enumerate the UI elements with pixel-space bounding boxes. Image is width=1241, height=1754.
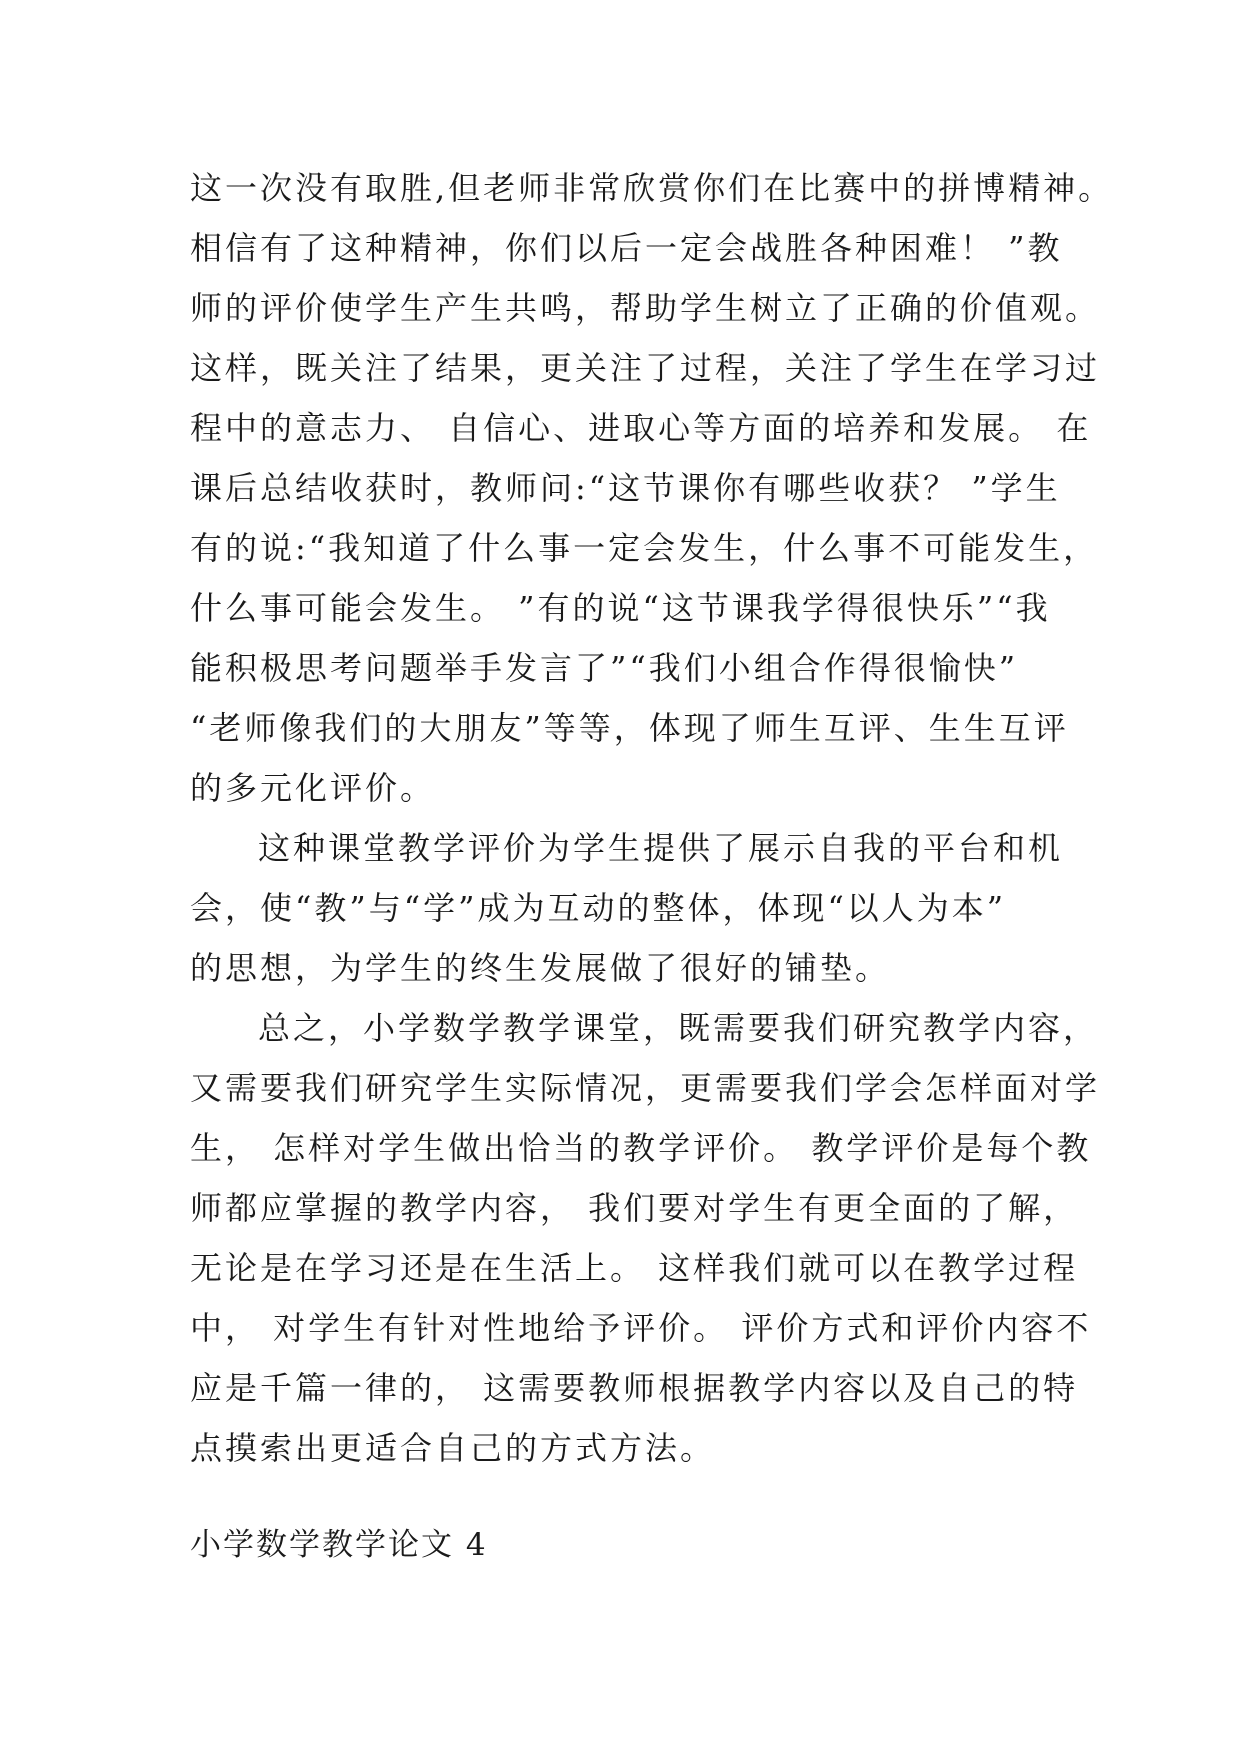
text-line: 总之，小学数学教学课堂，既需要我们研究教学内容， — [258, 1009, 1099, 1047]
text-line: 能积极思考问题举手发言了”“我们小组合作得很愉快” — [190, 649, 1019, 687]
text-line: “老师像我们的大朋友”等等，体现了师生互评、生生互评 — [190, 709, 1069, 747]
text-line: 应是千篇一律的， 这需要教师根据教学内容以及自己的特 — [190, 1369, 1079, 1407]
text-line: 的思想，为学生的终生发展做了很好的铺垫。 — [190, 949, 891, 987]
text-line: 生， 怎样对学生做出恰当的教学评价。 教学评价是每个教 — [190, 1129, 1092, 1167]
text-line: 中， 对学生有针对性地给予评价。 评价方式和评价内容不 — [190, 1309, 1092, 1347]
text-line: 师都应掌握的教学内容， 我们要对学生有更全面的了解， — [190, 1189, 1079, 1227]
text-line: 的多元化评价。 — [190, 769, 436, 807]
text-line: 又需要我们研究学生实际情况，更需要我们学会怎样面对学 — [190, 1069, 1101, 1107]
text-line: 相信有了这种精神，你们以后一定会战胜各种困难！ ”教 — [190, 229, 1063, 267]
text-line: 无论是在学习还是在生活上。 这样我们就可以在教学过程 — [190, 1249, 1079, 1287]
text-line: 程中的意志力、 自信心、进取心等方面的培养和发展。 在 — [190, 409, 1092, 447]
body-text — [190, 162, 1114, 1482]
text-line: 点摸索出更适合自己的方式方法。 — [190, 1429, 716, 1467]
text-line: 这一次没有取胜,但老师非常欣赏你们在比赛中的拼博精神。 — [190, 169, 1114, 207]
text-line: 这种课堂教学评价为学生提供了展示自我的平台和机 — [258, 829, 1064, 867]
text-line: 有的说:“我知道了什么事一定会发生，什么事不可能发生， — [190, 529, 1099, 567]
section-heading: 小学数学教学论文 4 — [190, 1527, 488, 1563]
text-line: 师的评价使学生产生共鸣，帮助学生树立了正确的价值观。 — [190, 289, 1101, 327]
text-line: 这样，既关注了结果，更关注了过程，关注了学生在学习过 — [190, 349, 1101, 387]
text-line: 什么事可能会发生。 ”有的说“这节课我学得很快乐”“我 — [190, 589, 1051, 627]
text-line: 会，使“教”与“学”成为互动的整体，体现“以人为本” — [190, 889, 1007, 927]
text-line: 课后总结收获时，教师问:“这节课你有哪些收获？ ”学生 — [190, 469, 1061, 507]
